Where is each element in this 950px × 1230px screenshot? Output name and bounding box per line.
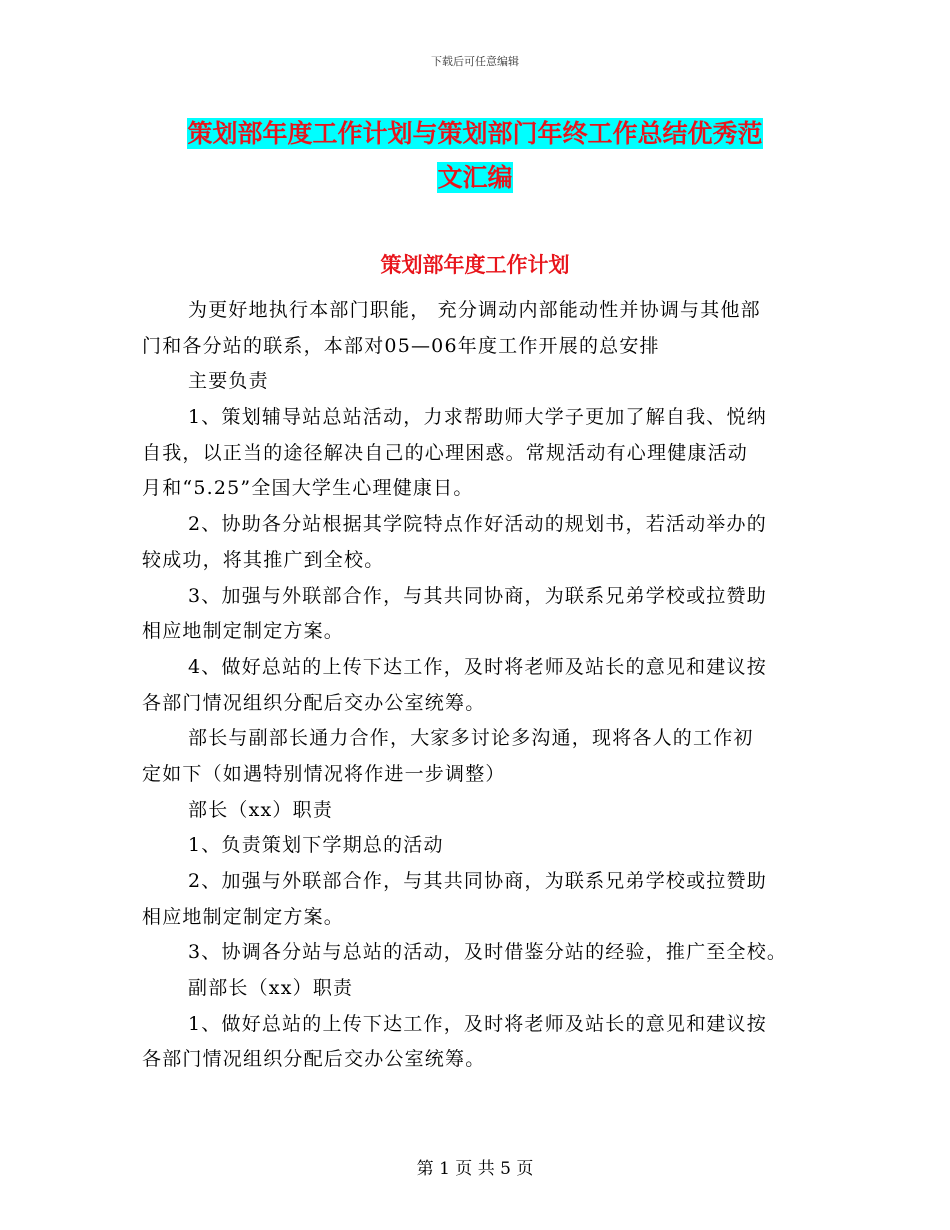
page-footer: 第 1 页 共 5 页 bbox=[416, 1159, 534, 1179]
document-body bbox=[142, 293, 822, 1078]
title-text-1: 策划部年度工作计划与策划部门年终工作总结优秀范 bbox=[187, 119, 763, 148]
body-line: 月和“5.25”全国大学生心理健康日。 bbox=[142, 477, 474, 500]
body-line: 相应地制定制定方案。 bbox=[142, 905, 345, 928]
document-title-line-2 bbox=[0, 158, 950, 194]
document-title-line-1 bbox=[0, 114, 950, 150]
body-line: 1、策划辅导站总站活动，力求帮助师大学子更加了解自我、悦纳 bbox=[188, 406, 767, 429]
body-line: 3、加强与外联部合作，与其共同协商，为联系兄弟学校或拉赞助 bbox=[188, 584, 767, 607]
body-line: 1、做好总站的上传下达工作，及时将老师及站长的意见和建议按 bbox=[188, 1012, 767, 1035]
body-line: 副部长（xx）职责 bbox=[188, 977, 354, 1000]
body-line: 自我，以正当的途径解决自己的心理困惑。常规活动有心理健康活动 bbox=[142, 441, 749, 464]
body-line: 部长与副部长通力合作，大家多讨论多沟通，现将各人的工作初 bbox=[188, 727, 754, 750]
body-line: 3、协调各分站与总站的活动，及时借鉴分站的经验，推广至全校。 bbox=[188, 941, 788, 964]
body-line: 较成功，将其推广到全校。 bbox=[142, 548, 385, 571]
body-line: 为更好地执行本部门职能， 充分调动内部能动性并协调与其他部 bbox=[188, 299, 761, 321]
body-line: 各部门情况组织分配后交办公室统筹。 bbox=[142, 1048, 486, 1071]
body-line: 部长（xx）职责 bbox=[188, 798, 334, 821]
body-line: 相应地制定制定方案。 bbox=[142, 620, 345, 643]
page-header-note: 下载后可任意编辑 bbox=[431, 55, 519, 68]
body-line: 4、做好总站的上传下达工作，及时将老师及站长的意见和建议按 bbox=[188, 655, 767, 678]
body-line: 1、负责策划下学期总的活动 bbox=[188, 834, 444, 857]
body-line: 定如下（如遇特别情况将作进一步调整） bbox=[142, 762, 506, 785]
title-text-2: 文汇编 bbox=[437, 163, 513, 192]
body-line: 主要负责 bbox=[188, 370, 269, 393]
body-line: 各部门情况组织分配后交办公室统筹。 bbox=[142, 691, 486, 714]
body-line: 2、协助各分站根据其学院特点作好活动的规划书，若活动举办的 bbox=[188, 513, 767, 536]
section-heading: 策划部年度工作计划 bbox=[380, 253, 570, 277]
body-line: 门和各分站的联系，本部对05—06年度工作开展的总安排 bbox=[142, 334, 660, 357]
body-line: 2、加强与外联部合作，与其共同协商，为联系兄弟学校或拉赞助 bbox=[188, 870, 767, 892]
